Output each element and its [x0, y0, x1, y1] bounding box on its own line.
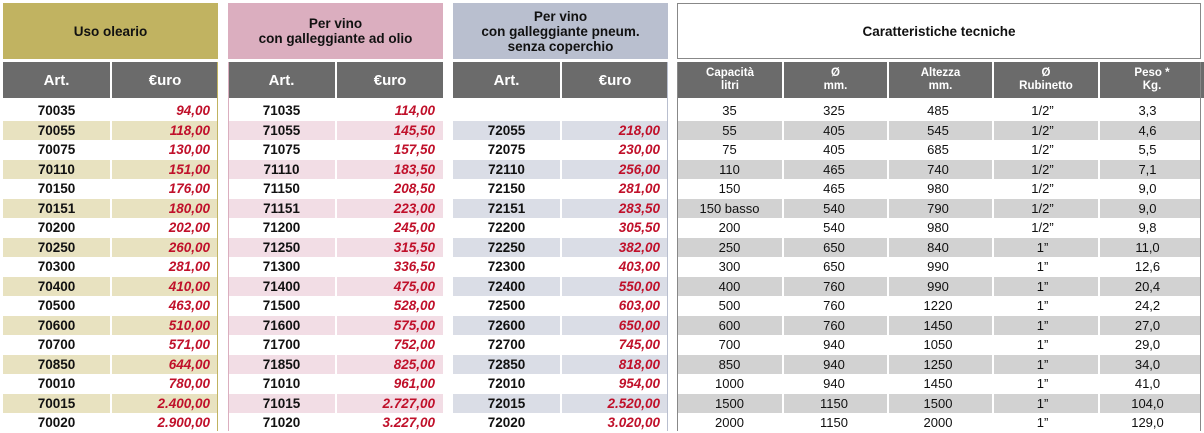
tech-cell-weight: 9,0 — [1138, 200, 1157, 216]
tech-cell-capacity: 1000 — [715, 376, 744, 391]
tech-cell-tap-diameter: 1” — [1036, 317, 1049, 333]
price-value: 752,00 — [393, 337, 435, 352]
tech-cell-height: 545 — [927, 122, 949, 138]
tech-cell-weight: 11,0 — [1135, 239, 1160, 255]
tech-cell-tap-diameter: 1” — [1036, 239, 1049, 255]
article-code: 71110 — [263, 161, 300, 177]
column-header-line: Ø — [831, 67, 840, 79]
table-row — [677, 257, 1201, 277]
price-value: 410,00 — [168, 278, 210, 294]
tech-cell-capacity: 1500 — [715, 395, 744, 411]
column-header-capacity — [678, 62, 782, 98]
section-vino-olio — [228, 3, 443, 431]
article-code: 71500 — [262, 298, 301, 313]
price-value: 2.727,00 — [382, 395, 435, 411]
tech-cell-capacity: 700 — [718, 337, 741, 352]
tech-cell-diameter: 760 — [823, 317, 845, 333]
price-value: 550,00 — [618, 278, 660, 294]
tech-cell-capacity: 250 — [718, 239, 741, 255]
article-code: 70020 — [37, 415, 76, 430]
tech-cell-weight: 12,6 — [1134, 259, 1161, 274]
price-value: 2.900,00 — [157, 415, 210, 430]
article-code: 71850 — [262, 356, 301, 372]
price-value: 961,00 — [393, 376, 435, 391]
section-title-line: Per vino — [308, 16, 363, 31]
article-code: 72400 — [487, 278, 526, 294]
section-title-line: con galleggiante pneum. — [481, 23, 640, 39]
tech-rows — [677, 101, 1201, 433]
article-code: 71055 — [262, 122, 301, 138]
price-value: 571,00 — [168, 337, 210, 352]
column-header-line: mm. — [928, 80, 953, 92]
tech-cell-tap-diameter: 1” — [1036, 395, 1049, 411]
article-code: 70700 — [37, 337, 76, 352]
column-header-tap-diameter — [994, 62, 1098, 98]
price-value: 245,00 — [393, 220, 435, 235]
section-border — [667, 62, 668, 431]
table-row — [677, 335, 1201, 355]
tech-cell-capacity: 110 — [719, 161, 740, 177]
tech-cell-tap-diameter: 1” — [1036, 259, 1049, 274]
column-header-line: Peso * — [1134, 67, 1170, 79]
tech-cell-capacity: 300 — [718, 259, 741, 274]
tech-cell-diameter: 650 — [823, 239, 845, 255]
price-value: 528,00 — [393, 298, 435, 313]
tech-cell-height: 1250 — [923, 356, 953, 372]
price-value: 818,00 — [618, 356, 660, 372]
article-code: 70200 — [37, 220, 76, 235]
article-code: 70150 — [37, 181, 76, 196]
section-border — [228, 62, 229, 431]
column-divider — [560, 62, 562, 431]
article-code: 72015 — [487, 395, 526, 411]
tech-cell-weight: 5,5 — [1138, 142, 1157, 157]
tech-cell-diameter: 650 — [823, 259, 845, 274]
price-value: 3.227,00 — [382, 415, 435, 430]
tech-cell-diameter: 1150 — [820, 415, 848, 430]
tech-cell-capacity: 55 — [722, 122, 737, 138]
tech-cell-height: 980 — [927, 220, 949, 235]
price-value: 382,00 — [618, 239, 660, 255]
section-vino-pneum — [453, 3, 668, 431]
column-header-art: Art. — [228, 62, 335, 98]
tech-cell-diameter: 1150 — [820, 395, 848, 411]
price-value: 281,00 — [618, 181, 660, 196]
price-value: 281,00 — [168, 259, 210, 274]
section-title — [3, 3, 218, 59]
column-divider — [110, 62, 112, 431]
column-header-line: Capacità — [706, 67, 754, 79]
tech-cell-tap-diameter: 1” — [1036, 278, 1049, 294]
tech-cell-weight: 7,1 — [1138, 161, 1157, 177]
table-row — [677, 140, 1201, 160]
table-row — [677, 413, 1201, 433]
section-title-text: Caratteristiche tecniche — [862, 23, 1016, 39]
article-code: 72600 — [487, 317, 526, 333]
tech-cell-height: 990 — [927, 259, 949, 274]
price-value: 130,00 — [168, 142, 210, 157]
tech-cell-diameter: 465 — [823, 161, 845, 177]
tech-cell-height: 685 — [927, 142, 949, 157]
table-row — [677, 160, 1201, 180]
tech-cell-tap-diameter: 1/2” — [1031, 103, 1054, 118]
tech-cell-diameter: 405 — [823, 142, 845, 157]
table-row — [677, 218, 1201, 238]
tech-cell-height: 2000 — [923, 415, 953, 430]
tech-cell-height: 980 — [927, 181, 949, 196]
tech-cell-height: 790 — [927, 200, 949, 216]
tech-cell-weight: 41,0 — [1134, 376, 1161, 391]
price-value: 475,00 — [393, 278, 435, 294]
price-value: 3.020,00 — [607, 415, 660, 430]
tech-cell-weight: 34,0 — [1134, 356, 1161, 372]
section-border — [217, 62, 218, 431]
section-border — [677, 62, 678, 431]
price-value: 745,00 — [618, 337, 660, 352]
table-row — [677, 316, 1201, 336]
article-code: 70600 — [37, 317, 76, 333]
price-value: 575,00 — [393, 317, 435, 333]
article-code: 70015 — [37, 395, 76, 411]
section-title — [453, 3, 668, 59]
article-code: 72850 — [487, 356, 526, 372]
tech-cell-weight: 20,4 — [1134, 278, 1161, 294]
table-row — [677, 121, 1201, 141]
tech-cell-tap-diameter: 1” — [1036, 337, 1049, 352]
tech-cell-tap-diameter: 1/2” — [1031, 181, 1054, 196]
table-row — [677, 238, 1201, 258]
tech-cell-diameter: 760 — [823, 278, 845, 294]
tech-cell-weight: 3,3 — [1138, 103, 1157, 118]
tech-cell-height: 1220 — [923, 298, 953, 313]
article-code: 72055 — [487, 122, 526, 138]
tech-cell-capacity: 200 — [718, 220, 741, 235]
column-header-line: Rubinetto — [1019, 80, 1073, 92]
price-value: 650,00 — [618, 317, 660, 333]
price-value: 780,00 — [168, 376, 210, 391]
article-code: 71200 — [262, 220, 301, 235]
article-code: 71400 — [262, 278, 301, 294]
tech-cell-height: 840 — [927, 239, 949, 255]
tech-cell-tap-diameter: 1/2” — [1031, 220, 1054, 235]
price-value: 180,00 — [168, 200, 210, 216]
price-value: 463,00 — [168, 298, 210, 313]
article-code: 70151 — [37, 200, 76, 216]
tech-cell-weight: 9,8 — [1138, 220, 1157, 235]
article-code: 71600 — [262, 317, 301, 333]
section-title — [228, 3, 443, 59]
price-value: 305,50 — [618, 220, 660, 235]
price-value: 2.400,00 — [157, 395, 210, 411]
column-divider — [1098, 62, 1100, 431]
article-code: 72110 — [488, 161, 525, 177]
column-header-price: €uro — [337, 62, 443, 98]
tech-cell-capacity: 35 — [722, 103, 737, 118]
column-header-line: Ø — [1041, 67, 1051, 79]
column-header-line: Altezza — [920, 67, 961, 79]
tech-cell-height: 1450 — [923, 376, 953, 391]
section-title-line: con galleggiante ad olio — [258, 31, 413, 46]
table-row — [677, 394, 1201, 414]
price-value: 336,50 — [393, 259, 435, 274]
article-code: 70035 — [37, 103, 76, 118]
section-title-line: senza coperchio — [507, 38, 614, 54]
column-header-art: Art. — [453, 62, 560, 98]
column-header-line: mm. — [823, 80, 848, 92]
tech-cell-capacity: 150 — [718, 181, 741, 196]
tech-cell-tap-diameter: 1” — [1036, 415, 1049, 430]
article-code: 72700 — [487, 337, 526, 352]
price-value: 183,50 — [393, 161, 435, 177]
tech-cell-diameter: 540 — [823, 200, 845, 216]
table-row — [677, 277, 1201, 297]
tech-cell-weight: 4,6 — [1138, 122, 1157, 138]
table-row — [677, 179, 1201, 199]
tech-cell-diameter: 940 — [823, 376, 845, 391]
article-code: 71250 — [262, 239, 301, 255]
article-code: 72150 — [487, 181, 526, 196]
article-code: 72500 — [487, 298, 526, 313]
price-value: 114,00 — [394, 103, 435, 118]
tech-cell-diameter: 405 — [823, 122, 845, 138]
article-code: 72250 — [487, 239, 526, 255]
price-value: 202,00 — [168, 220, 210, 235]
price-value: 315,50 — [393, 239, 435, 255]
tech-cell-height: 1500 — [923, 395, 953, 411]
tech-cell-tap-diameter: 1/2” — [1031, 161, 1054, 177]
article-code: 71151 — [263, 200, 300, 216]
section-caratteristiche — [677, 3, 1201, 431]
tech-cell-diameter: 465 — [823, 181, 845, 196]
article-code — [453, 101, 560, 121]
article-code: 70400 — [37, 278, 76, 294]
price-value: 176,00 — [168, 181, 210, 196]
tech-cell-height: 1450 — [923, 317, 953, 333]
price-value: 230,00 — [618, 142, 660, 157]
table-row — [677, 199, 1201, 219]
article-code: 72200 — [487, 220, 526, 235]
column-header-height — [889, 62, 992, 98]
tech-cell-weight: 29,0 — [1134, 337, 1161, 352]
tech-cell-diameter: 540 — [823, 220, 845, 235]
article-code: 70300 — [37, 259, 76, 274]
price-value: 218,00 — [618, 122, 660, 138]
article-code: 71010 — [262, 376, 301, 391]
price-value: 2.520,00 — [607, 395, 660, 411]
price-value: 151,00 — [168, 161, 210, 177]
price-value: 825,00 — [393, 356, 435, 372]
section-title — [677, 3, 1201, 59]
tech-cell-capacity: 850 — [718, 356, 741, 372]
article-code: 71075 — [262, 142, 301, 157]
tech-cell-diameter: 940 — [823, 337, 845, 352]
price-value: 403,00 — [618, 259, 660, 274]
price-value: 118,00 — [169, 122, 210, 138]
tech-cell-capacity: 400 — [718, 278, 741, 294]
section-title-line: Per vino — [533, 8, 588, 24]
price-value: 157,50 — [393, 142, 435, 157]
article-code: 71150 — [263, 181, 300, 196]
column-header-line: Kg. — [1142, 80, 1162, 92]
article-code: 70500 — [37, 298, 76, 313]
tech-cell-weight: 9,0 — [1138, 181, 1157, 196]
section-title-text: Uso oleario — [73, 23, 148, 39]
article-code: 70110 — [38, 161, 75, 177]
article-code: 71015 — [262, 395, 301, 411]
article-code: 70850 — [37, 356, 76, 372]
tech-cell-diameter: 760 — [823, 298, 845, 313]
table-row — [677, 296, 1201, 316]
article-code: 71035 — [262, 103, 301, 118]
price-value: 954,00 — [618, 376, 660, 391]
section-border — [1200, 62, 1201, 431]
price-value: 603,00 — [618, 298, 660, 313]
tech-cell-diameter: 325 — [823, 103, 845, 118]
tech-cell-capacity: 75 — [722, 142, 737, 157]
article-code: 70250 — [37, 239, 76, 255]
column-divider — [335, 62, 337, 431]
tech-cell-weight: 27,0 — [1134, 317, 1161, 333]
tech-cell-tap-diameter: 1/2” — [1031, 122, 1054, 138]
column-divider — [887, 62, 889, 431]
tech-cell-height: 485 — [927, 103, 949, 118]
price-value: 94,00 — [176, 103, 210, 118]
table-row — [677, 355, 1201, 375]
price-value: 208,50 — [393, 181, 435, 196]
section-uso-oleario — [3, 3, 218, 431]
tech-cell-tap-diameter: 1/2” — [1031, 200, 1054, 216]
tech-cell-height: 1050 — [923, 337, 953, 352]
table-row — [677, 374, 1201, 394]
price-value: 644,00 — [168, 356, 210, 372]
column-header-line: litri — [721, 80, 739, 92]
column-header-diameter — [784, 62, 887, 98]
tech-cell-weight: 104,0 — [1131, 395, 1164, 411]
tech-cell-height: 740 — [927, 161, 949, 177]
article-code: 71300 — [262, 259, 301, 274]
tech-cell-tap-diameter: 1” — [1036, 298, 1049, 313]
tech-cell-tap-diameter: 1” — [1036, 356, 1049, 372]
article-code: 70055 — [37, 122, 76, 138]
column-divider — [782, 62, 784, 431]
article-code: 71020 — [262, 415, 301, 430]
price-value: 510,00 — [168, 317, 210, 333]
article-code: 72075 — [487, 142, 526, 157]
column-divider — [992, 62, 994, 431]
column-header-price: €uro — [112, 62, 218, 98]
tech-cell-capacity: 500 — [718, 298, 741, 313]
tech-cell-tap-diameter: 1” — [1036, 376, 1049, 391]
article-code: 70010 — [37, 376, 76, 391]
article-code: 72300 — [487, 259, 526, 274]
tech-cell-diameter: 940 — [823, 356, 845, 372]
price-value: 283,50 — [618, 200, 660, 216]
price-value: 256,00 — [618, 161, 660, 177]
column-header-weight — [1100, 62, 1204, 98]
article-code: 72151 — [487, 200, 526, 216]
article-code: 71700 — [262, 337, 301, 352]
price-value: 145,50 — [393, 122, 435, 138]
article-code: 72010 — [487, 376, 526, 391]
tech-cell-capacity: 600 — [718, 317, 741, 333]
price-value — [562, 101, 668, 121]
tech-cell-weight: 129,0 — [1131, 415, 1164, 430]
tech-cell-capacity: 2000 — [715, 415, 744, 430]
column-header-art: Art. — [3, 62, 110, 98]
price-value: 260,00 — [168, 239, 210, 255]
tech-cell-weight: 24,2 — [1134, 298, 1161, 313]
tech-cell-tap-diameter: 1/2” — [1031, 142, 1054, 157]
tech-cell-height: 990 — [927, 278, 949, 294]
price-value: 223,00 — [393, 200, 435, 216]
table-row — [677, 101, 1201, 121]
article-code: 70075 — [37, 142, 76, 157]
article-code: 72020 — [487, 415, 526, 430]
column-header-price: €uro — [562, 62, 668, 98]
tech-cell-capacity: 150 basso — [699, 200, 760, 216]
